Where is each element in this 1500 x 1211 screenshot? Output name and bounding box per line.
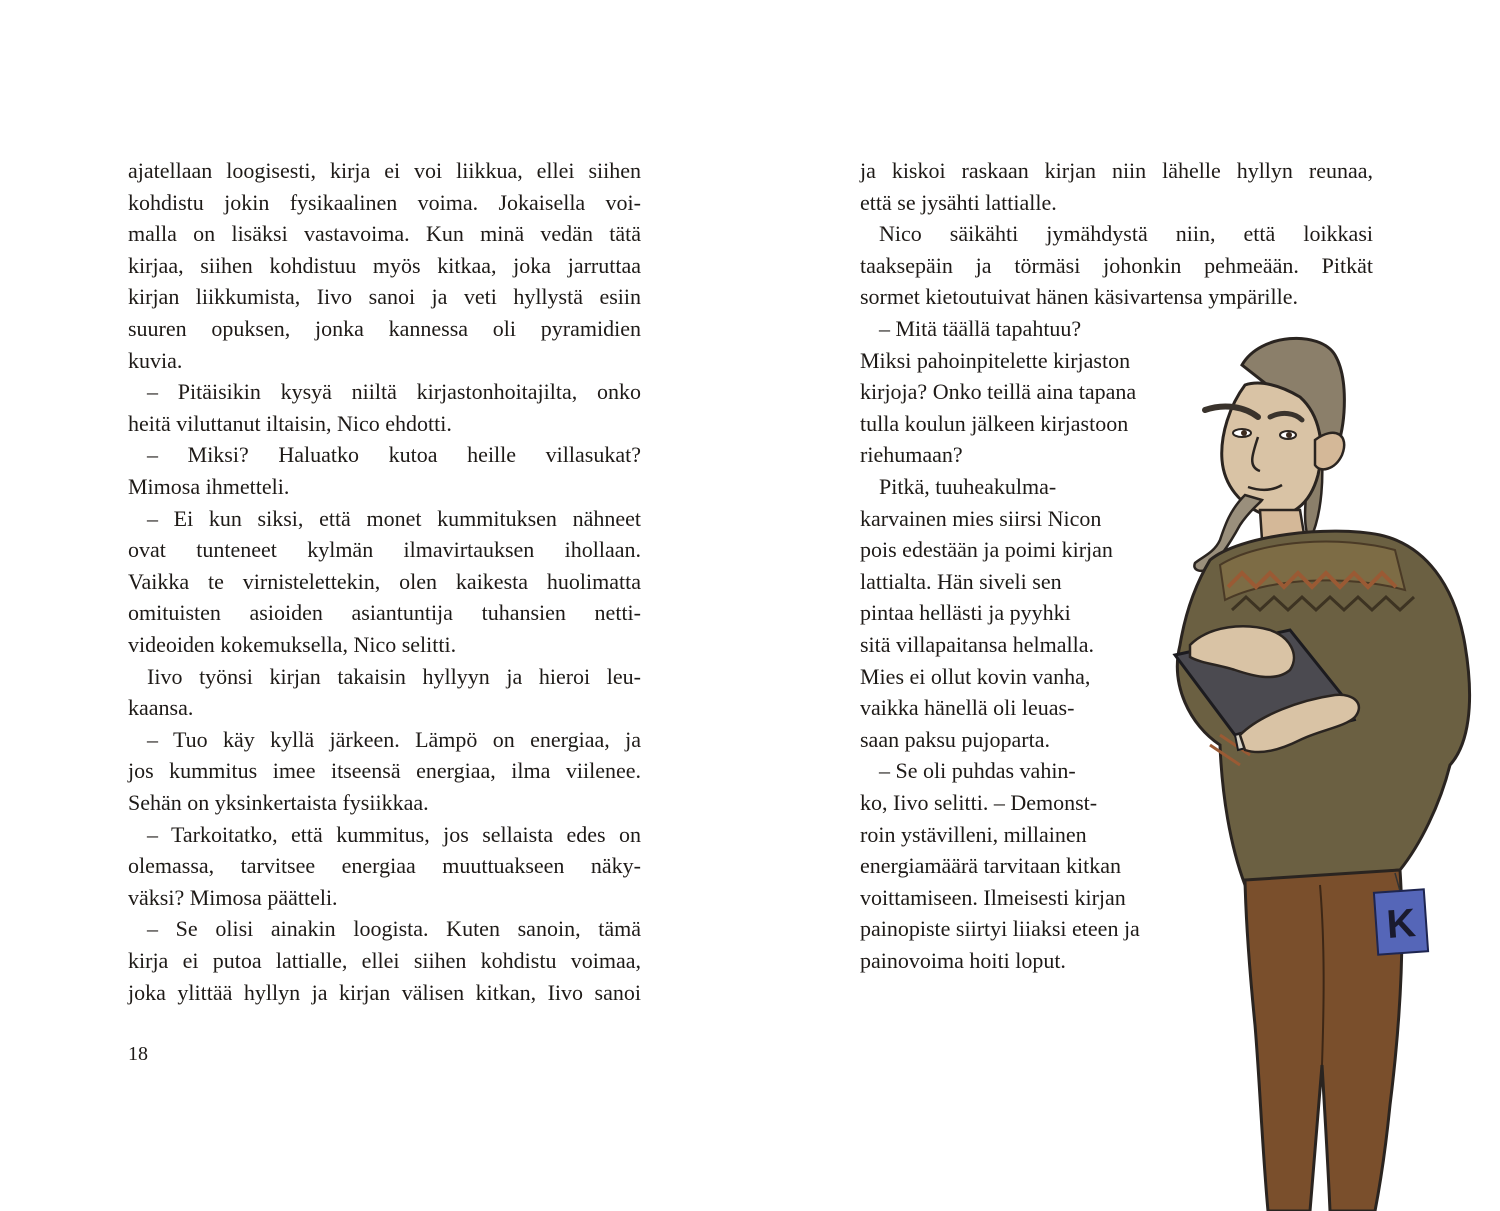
text-line: voittamiseen. Ilmeisesti kirjan <box>860 884 1126 910</box>
text-line: kuvia. <box>128 347 183 373</box>
text-line: ovat tunteneet kylmän ilmavirtauksen ihollaan. <box>128 537 641 563</box>
text-line: roin ystävilleni, millainen <box>860 821 1087 847</box>
text-line: videoiden kokemuksella, Nico selitti. <box>128 632 457 657</box>
text-line: kohdistu jokin fysikaalinen voima. Jokaisella voi- <box>128 189 641 215</box>
text-line: – Miksi? Haluatko kutoa heille villasukat? <box>147 442 641 468</box>
text-line: malla on lisäksi vastavoima. Kun minä vedän tätä <box>128 221 641 247</box>
text-line: – Tarkoitatko, että kummitus, jos sellaista edes on <box>147 821 641 847</box>
text-line: pois edestään ja poimi kirjan <box>860 537 1113 563</box>
text-line: väksi? Mimosa päätteli. <box>128 884 338 910</box>
bookmark-letter: K <box>1385 901 1418 947</box>
text-line: – Se oli puhdas vahin- <box>879 758 1076 784</box>
text-line: karvainen mies siirsi Nicon <box>860 505 1102 531</box>
character-illustration <box>1150 325 1500 1211</box>
text-line: ja kiskoi raskaan kirjan niin lähelle hyllyn reunaa, <box>860 158 1373 183</box>
text-line: tulla koulun jälkeen kirjastoon <box>860 410 1129 436</box>
text-line: heitä viluttanut iltaisin, Nico ehdotti. <box>128 410 452 436</box>
face <box>1222 383 1321 516</box>
text-line: Pitkä, tuuheakulma- <box>879 474 1057 499</box>
text-line: taaksepäin ja törmäsi johonkin pehmeään. Pitkät <box>860 252 1373 278</box>
text-line: pintaa hellästi ja pyyhki <box>860 600 1071 626</box>
text-line: Iivo työnsi kirjan takaisin hyllyyn ja hieroi leu- <box>147 663 641 689</box>
ear <box>1315 433 1344 470</box>
text-line: painopiste siirtyi liiaksi eteen ja <box>860 916 1140 942</box>
text-line: suuren opuksen, jonka kannessa oli pyramidien <box>128 316 641 341</box>
text-line: että se jysähti lattialle. <box>860 189 1057 215</box>
text-line: – Se olisi ainakin loogista. Kuten sanoin, tämä <box>147 916 641 942</box>
text-line: olemassa, tarvitsee energiaa muuttuakseen näky- <box>128 853 641 879</box>
text-line: kirjoja? Onko teillä aina tapana <box>860 379 1137 405</box>
text-line: kirjaa, siihen kohdistuu myös kitkaa, joka jarruttaa <box>128 252 641 278</box>
text-line: vaikka hänellä oli leuas- <box>860 695 1075 721</box>
text-line: lattialta. Hän siveli sen <box>860 568 1062 594</box>
text-line: kirjan liikkumista, Iivo sanoi ja veti hyllystä esiin <box>128 284 641 310</box>
text-line: jos kummitus imee itseensä energiaa, ilma viilenee. <box>128 758 641 784</box>
text-line: Sehän on yksinkertaista fysiikkaa. <box>128 790 429 815</box>
text-line: – Ei kun siksi, että monet kummituksen nähneet <box>147 505 641 531</box>
text-line: Mimosa ihmetteli. <box>128 474 290 499</box>
text-line: energiamäärä tarvitaan kitkan <box>860 853 1122 879</box>
text-line: sormet kietoutuivat hänen käsivartensa ympärille. <box>860 284 1299 310</box>
text-line: – Mitä täällä tapahtuu? <box>879 316 1082 341</box>
text-line: kaansa. <box>128 695 194 721</box>
text-line: – Pitäisikin kysyä niiltä kirjastonhoitajilta, onko <box>147 379 641 405</box>
text-line: Nico säikähti jymähdystä niin, että loikkasi <box>879 221 1373 247</box>
text-line: Vaikka te virnistelettekin, olen kaikesta huolimatta <box>128 568 641 594</box>
text-line: joka ylittää hyllyn ja kirjan välisen kitkan, Iivo sanoi <box>128 979 641 1005</box>
text-line: painovoima hoiti loput. <box>860 948 1066 973</box>
text-line: ko, Iivo selitti. – Demonst- <box>860 790 1098 815</box>
page-number: 18 <box>128 1043 148 1065</box>
text-line: riehumaan? <box>860 442 963 468</box>
text-line: – Tuo käy kyllä järkeen. Lämpö on energiaa, ja <box>147 726 641 752</box>
text-line: ajatellaan loogisesti, kirja ei voi liikkua, ellei siihen <box>128 158 641 183</box>
text-line: omituisten asioiden asiantuntija tuhansien netti- <box>128 600 641 626</box>
text-line: Mies ei ollut kovin vanha, <box>860 663 1091 689</box>
text-line: kirja ei putoa lattialle, ellei siihen kohdistu voimaa, <box>128 948 641 973</box>
text-line: Miksi pahoinpitelette kirjaston <box>860 347 1131 373</box>
text-line: sitä villapaitansa helmalla. <box>860 632 1094 657</box>
text-line: saan paksu pujoparta. <box>860 726 1050 752</box>
